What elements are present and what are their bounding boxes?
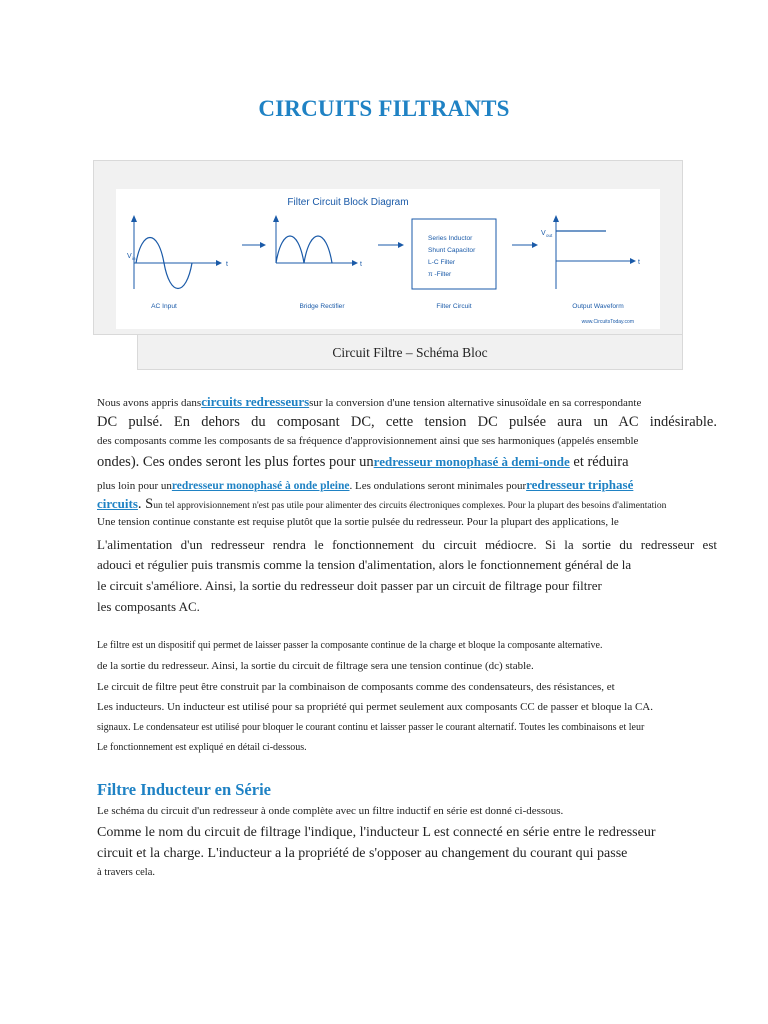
para2-line-6: Le fonctionnement est expliqué en détail ci-dessous. (97, 742, 307, 753)
para1-line-1-text-a: Nous avons appris dans (97, 397, 202, 409)
diagram-watermark: www.CircuitsToday.com (581, 319, 634, 325)
para1-line-4-text-b: et réduira (569, 454, 629, 470)
para1-line-5-text-a: plus loin pour un (97, 480, 172, 492)
para2-line-4: Les inducteurs. Un inducteur est utilisé pour sa propriété qui permet seulement aux composants CC de passer et bloque la CA. (97, 701, 653, 713)
section-heading: Filtre Inducteur en Série (97, 780, 271, 799)
section-line-3: circuit et la charge. L'inducteur a la propriété de s'opposer au changement du courant qui passe (97, 846, 628, 861)
para1-line-3: des composants comme les composants de sa fréquence d'approvisionnement ainsi que ses harmoniques (appelés ensemble (97, 435, 639, 447)
output-graph (541, 215, 640, 289)
t-label: t (226, 261, 228, 268)
stage-label-output-waveform: Output Waveform (572, 303, 624, 310)
section-line-2: Comme le nom du circuit de filtrage l'indique, l'inducteur L est connecté en série entre le redresseur (97, 825, 656, 840)
filter-line-3: L-C Filter (428, 259, 456, 266)
para2-line-5: signaux. Le condensateur est utilisé pour bloquer le courant continu et laisser passer le courant alternatif. Toutes les combinaisons et leur (97, 722, 645, 733)
vout-label: V (541, 230, 546, 237)
stage-label-filter-circuit: Filter Circuit (436, 303, 472, 310)
para2-line-3: Le circuit de filtre peut être construit par la combinaison de composants comme des condensateurs, des résistances, et (97, 681, 615, 693)
para1-line-2: DC pulsé. En dehors du composant DC, cette tension DC pulsée aura un AC indésirable. (97, 414, 717, 430)
section-line-4: à travers cela. (97, 867, 156, 878)
para2-line-1: Le filtre est un dispositif qui permet de laisser passer la composante continue de la charge et bloque la composante alternative. (97, 640, 603, 651)
link-redresseur-onde-pleine[interactable]: redresseur monophasé à onde pleine (171, 480, 350, 492)
stage-label-ac-input: AC Input (151, 303, 177, 310)
filter-line-2: Shunt Capacitor (428, 247, 476, 254)
diagram-title: Filter Circuit Block Diagram (287, 197, 409, 208)
para1-line-7: Une tension continue constante est requise plutôt que la sortie pulsée du redresseur. Pour la plupart des applications, le (97, 516, 619, 528)
figure-caption: Circuit Filtre – Schéma Bloc (137, 335, 683, 370)
vout-sub-label: out (546, 233, 553, 238)
para1-line-1 (97, 394, 641, 410)
section-line-1: Le schéma du circuit d'un redresseur à onde complète avec un filtre inductif en série est donné ci-dessous. (97, 805, 564, 817)
arrow-3 (512, 242, 538, 248)
para1-line-4 (97, 454, 717, 471)
t-label-2: t (360, 261, 362, 268)
arrow-1 (242, 242, 266, 248)
para1-line-5 (97, 477, 633, 493)
para1-line-4-text-a: ondes). Ces ondes seront les plus fortes pour un (97, 454, 374, 470)
block-diagram-image (116, 189, 660, 329)
block-diagram-svg (116, 189, 660, 329)
link-circuits-redresseurs[interactable]: circuits redresseurs (201, 394, 310, 409)
para1-line-5-text-b: . Les ondulations seront minimales pour (349, 480, 527, 492)
ac-input-graph (127, 215, 228, 289)
para1-line-6-text-b: un tel approvisionnement n'est pas utile pour alimenter des circuits électroniques complexes. Pour la plupart des besoins d'alimentation (153, 501, 667, 511)
page-title: CIRCUITS FILTRANTS (258, 96, 510, 121)
para1-line-10: le circuit s'améliore. Ainsi, la sortie du redresseur doit passer par un circuit de filtrage pour filtrer (97, 578, 602, 593)
link-circuits[interactable]: circuits (97, 496, 138, 511)
link-redresseur-demi-onde[interactable]: redresseur monophasé à demi-onde (373, 454, 570, 469)
para1-line-6 (97, 495, 666, 513)
filter-line-1: Series Inductor (428, 235, 473, 242)
para1-line-8: L'alimentation d'un redresseur rendra le fonctionnement du circuit médiocre. Si la sortie du redresseur est (97, 537, 717, 552)
para1-line-9: adouci et régulier puis transmis comme la tension d'alimentation, alors le fonctionnement général de la (97, 557, 632, 572)
filter-line-4: π -Filter (428, 271, 452, 278)
vin-sub-label: in (132, 256, 136, 261)
t-label-3: t (638, 259, 640, 266)
rectifier-graph (273, 215, 362, 268)
vin-label: V (127, 253, 132, 260)
para1-line-6-text-a: . S (137, 496, 154, 512)
para2-line-2: de la sortie du redresseur. Ainsi, la sortie du circuit de filtrage sera une tension continue (dc) stable. (97, 660, 534, 672)
stage-label-bridge-rectifier: Bridge Rectifier (299, 303, 345, 310)
para1-line-11: les composants AC. (97, 599, 200, 614)
filter-box (412, 219, 496, 289)
arrow-2 (378, 242, 404, 248)
para1-line-1-text-b: sur la conversion d'une tension alternative sinusoïdale en sa correspondante (309, 397, 642, 409)
link-redresseur-triphase[interactable]: redresseur triphasé (526, 477, 634, 492)
